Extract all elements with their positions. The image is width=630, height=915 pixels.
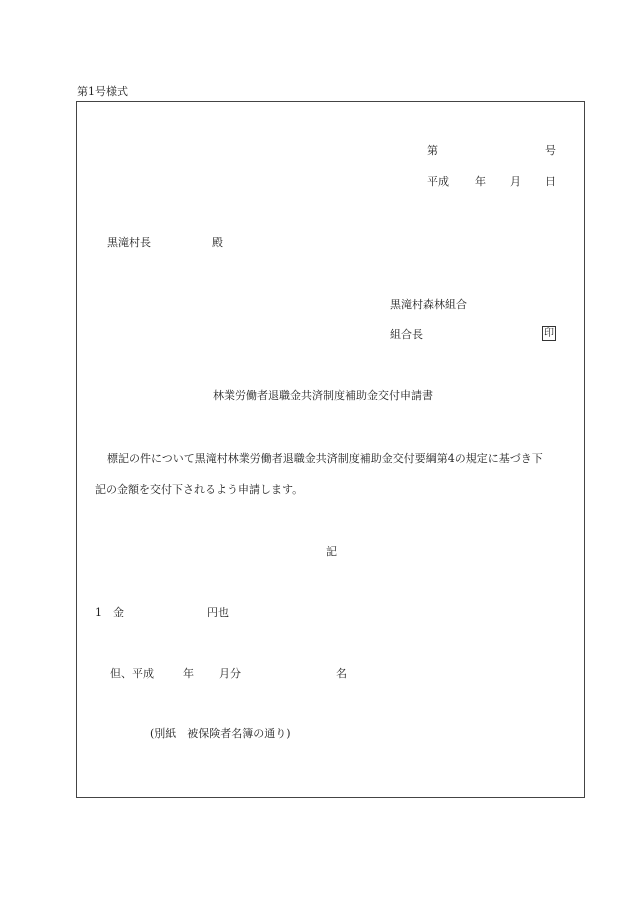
detail-year-unit: 年 [183, 667, 194, 680]
body-line-2: 記の金額を交付下されるよう申請します。 [95, 483, 304, 496]
detail-month-unit: 月分 [219, 667, 241, 680]
date-month-unit: 月 [510, 175, 521, 188]
amount-label: 金 [113, 606, 124, 619]
date-era: 平成 [427, 175, 449, 188]
detail-count-unit: 名 [336, 667, 347, 680]
form-number-label: 第1号様式 [77, 85, 128, 98]
item-number: 1 [95, 606, 102, 619]
amount-unit: 円也 [207, 606, 229, 619]
detail-prefix: 但、平成 [110, 667, 154, 680]
date-year-unit: 年 [475, 175, 486, 188]
document-number-suffix: 号 [545, 144, 556, 157]
seal-mark-icon: 印 [544, 328, 554, 339]
document-number-prefix: 第 [427, 144, 438, 157]
document-title: 林業労働者退職金共済制度補助金交付申請書 [213, 389, 433, 402]
application-form-frame [76, 101, 585, 798]
body-line-1: 標記の件について黒滝村林業労働者退職金共済制度補助金交付要綱第4の規定に基づき下 [107, 452, 543, 465]
addressee-name: 黒滝村長 [107, 236, 151, 249]
applicant-organization: 黒滝村森林組合 [390, 298, 467, 311]
record-heading: 記 [326, 545, 337, 558]
applicant-title: 組合長 [390, 328, 423, 341]
addressee-honorific: 殿 [212, 236, 223, 249]
attachment-note: (別紙 被保険者名簿の通り) [150, 727, 291, 740]
date-day-unit: 日 [545, 175, 556, 188]
